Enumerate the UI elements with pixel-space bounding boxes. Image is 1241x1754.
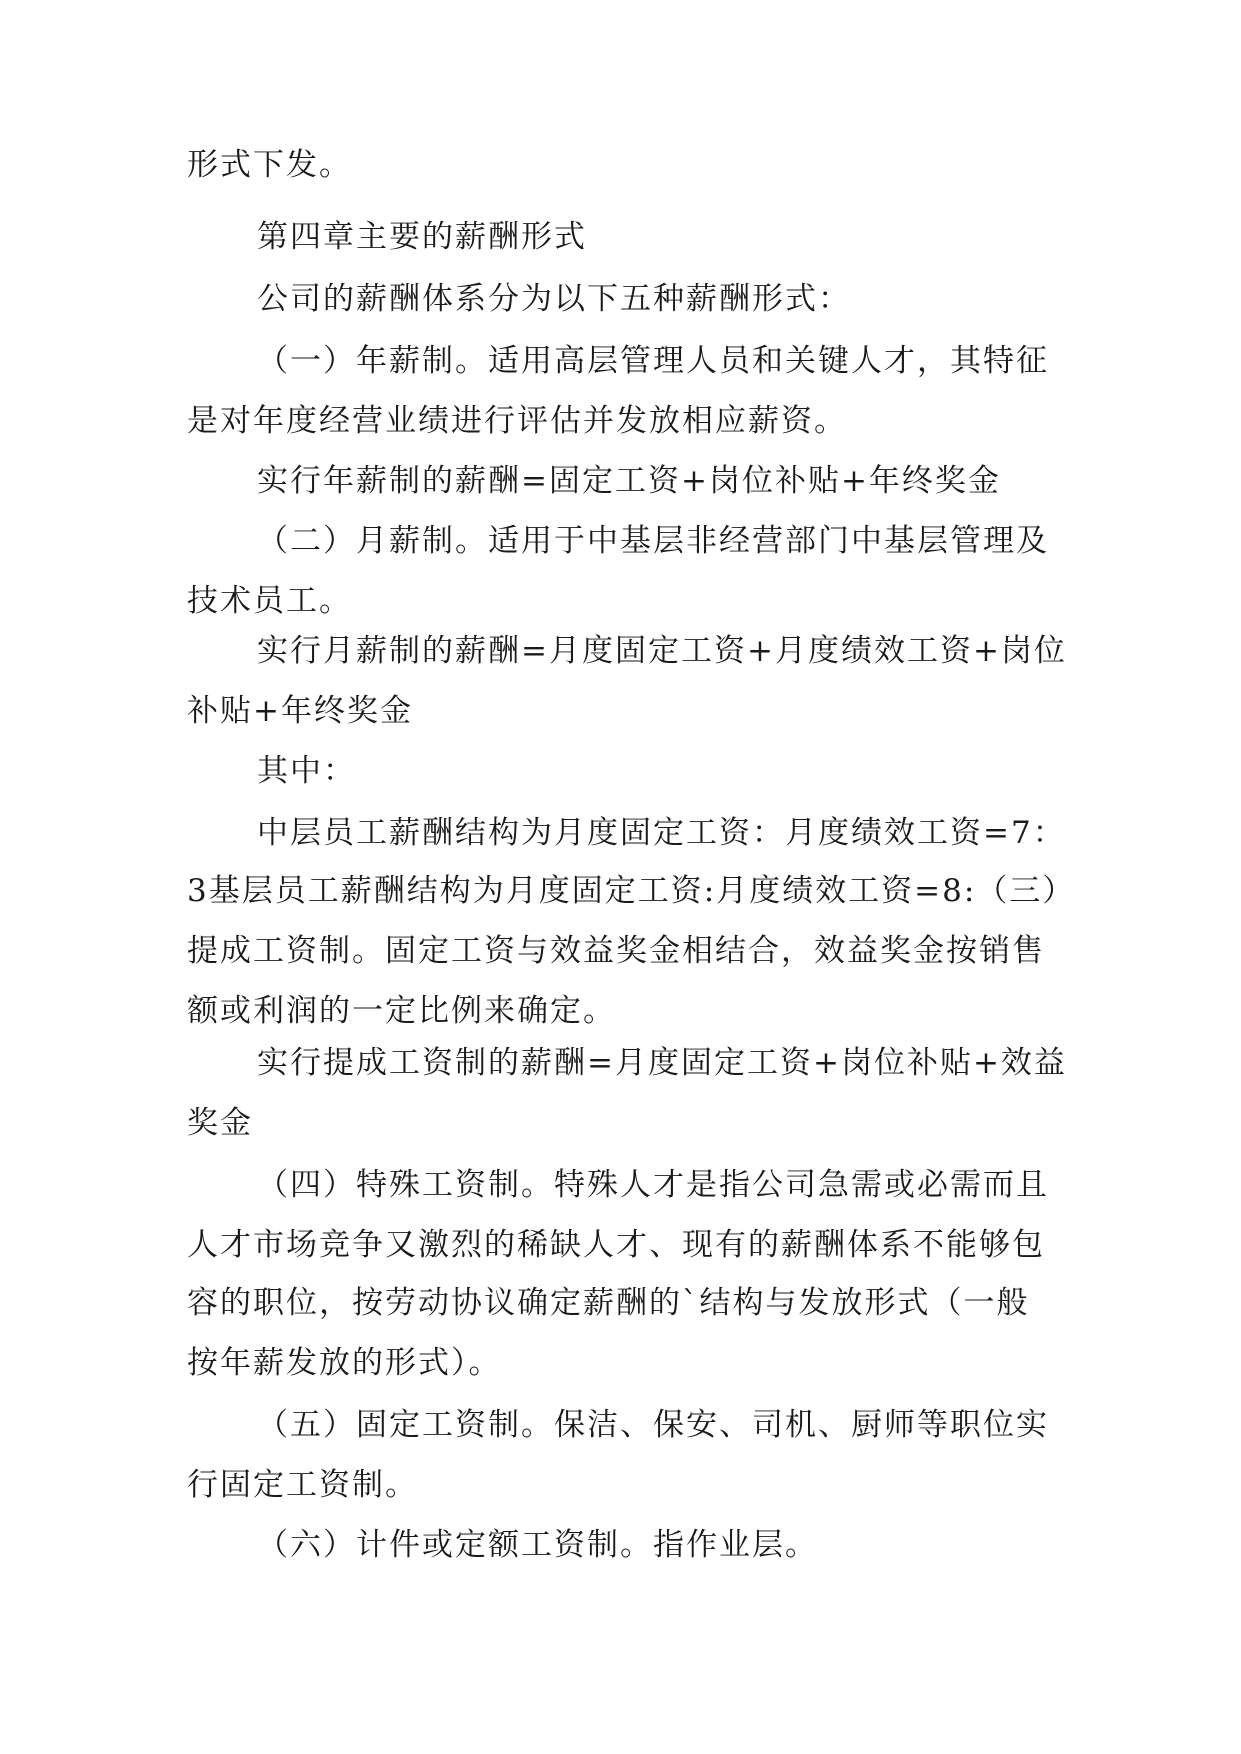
text-line: （一）年薪制。适用高层管理人员和关键人才，其特征 [257, 343, 1049, 379]
text-line: 是对年度经营业绩进行评估并发放相应薪资。 [187, 403, 847, 439]
text-line: 行固定工资制。 [187, 1467, 418, 1503]
text-line: 技术员工。 [187, 583, 352, 619]
text-line: 提成工资制。固定工资与效益奖金相结合，效益奖金按销售 [187, 933, 1045, 969]
text-line: （二）月薪制。适用于中基层非经营部门中基层管理及 [257, 523, 1049, 559]
text-line: （五）固定工资制。保洁、保安、司机、厨师等职位实 [257, 1407, 1049, 1443]
text-line: 人才市场竞争又激烈的稀缺人才、现有的薪酬体系不能够包 [187, 1227, 1045, 1263]
text-line: 奖金 [187, 1105, 253, 1141]
text-line: 容的职位，按劳动协议确定薪酬的`结构与发放形式（一般 [187, 1285, 1030, 1321]
text-line: 3基层员工薪酬结构为月度固定工资:月度绩效工资=8:（三） [187, 873, 1076, 909]
text-line: 实行月薪制的薪酬=月度固定工资+月度绩效工资+岗位 [257, 633, 1067, 669]
text-line: （六）计件或定额工资制。指作业层。 [257, 1527, 818, 1563]
text-line: 实行年薪制的薪酬=固定工资+岗位补贴+年终奖金 [257, 463, 1001, 499]
text-line: 实行提成工资制的薪酬=月度固定工资+岗位补贴+效益 [257, 1045, 1067, 1081]
text-line: 额或利润的一定比例来确定。 [187, 993, 616, 1029]
text-line: （四）特殊工资制。特殊人才是指公司急需或必需而且 [257, 1167, 1049, 1203]
chapter-heading: 第四章主要的薪酬形式 [257, 219, 587, 255]
text-line: 中层员工薪酬结构为月度固定工资：月度绩效工资=7： [257, 815, 1066, 851]
text-line: 其中： [257, 753, 356, 789]
text-line: 形式下发。 [187, 147, 352, 183]
text-line: 补贴+年终奖金 [187, 693, 413, 729]
text-line: 按年薪发放的形式）。 [187, 1345, 502, 1381]
text-line: 公司的薪酬体系分为以下五种薪酬形式： [257, 281, 851, 317]
